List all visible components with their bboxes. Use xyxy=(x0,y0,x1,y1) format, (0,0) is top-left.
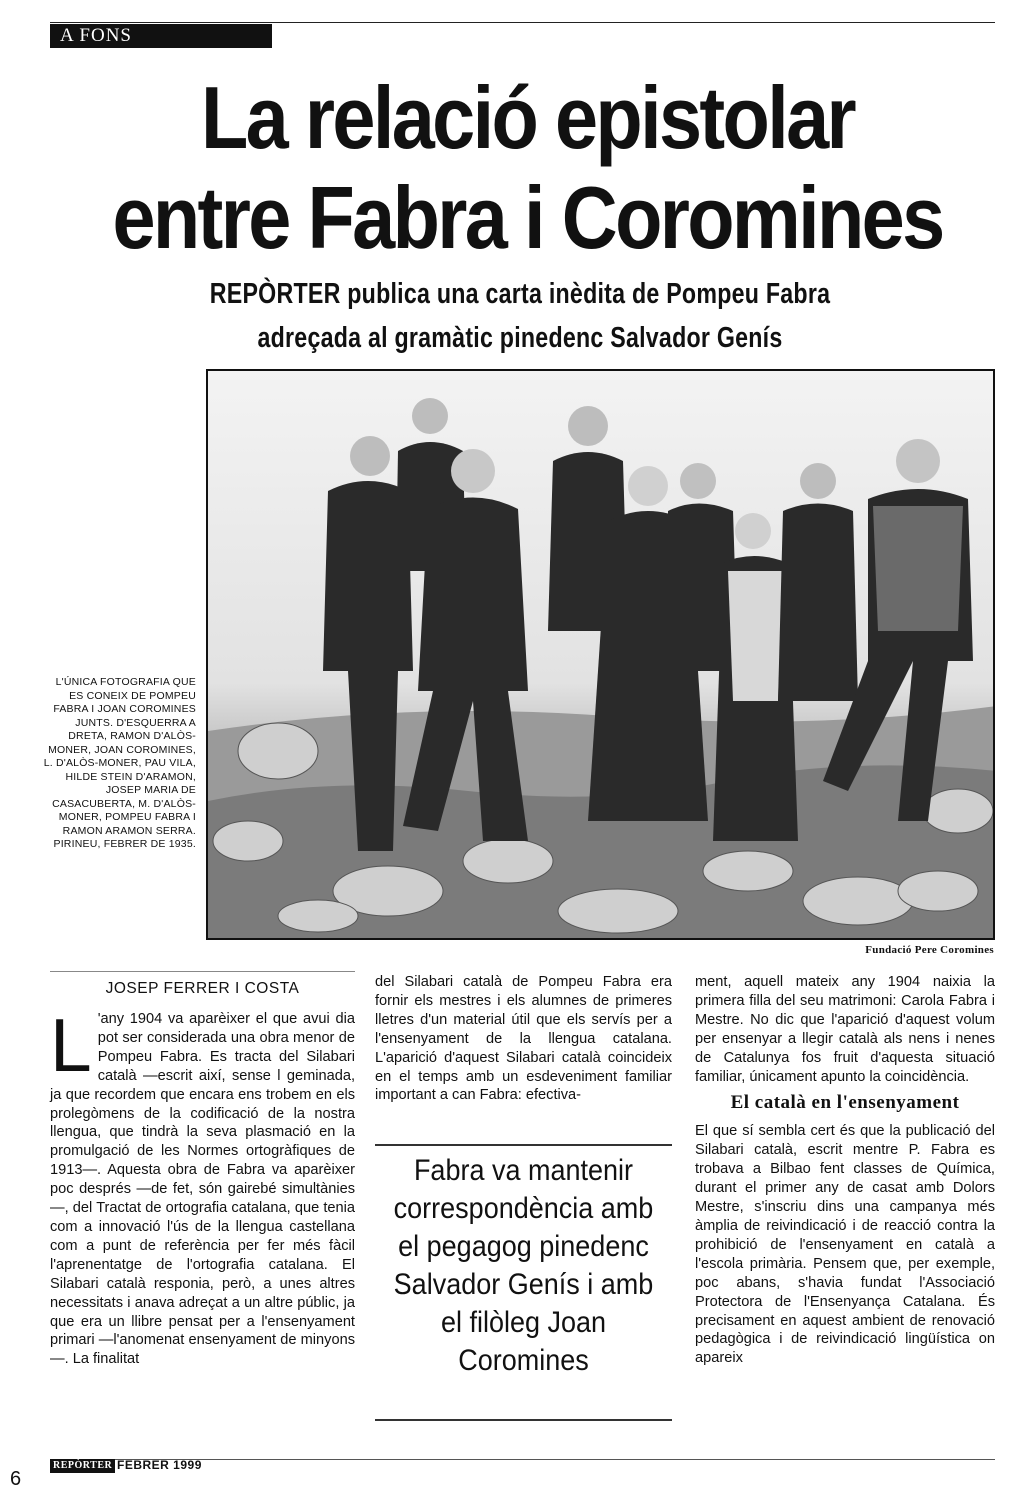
group-photo xyxy=(206,369,995,940)
article-column-3 xyxy=(695,973,995,1368)
pullquote-rule-top xyxy=(375,1144,672,1146)
article-column-1 xyxy=(50,1003,355,1369)
photo-caption: L'ÚNICA FOTOGRAFIA QUE ES CONEIX DE POMPEU FABRA I JOAN COROMINES JUNTS. D'ESQUERRA A DRETA, RAMON D'ALÒS-MONER, JOAN COROMINES, L. D'ALÒS-MONER, PAU VILA, HILDE STEIN D'ARAMON, JOSEP MARIA DE CASACUBERTA, M. D'ALÒS-MONER, POMPEU FABRA I RAMON ARAMON SERRA. PIRINEU, FEBRER DE 1935. xyxy=(43,676,196,850)
article-column-2 xyxy=(375,973,672,1105)
footer-date: FEBRER 1999 xyxy=(117,1458,202,1472)
article-paragraph-4: El que sí sembla cert és que la publicació del Silabari català, escrit mentre P. Fabra es trobava a Bilbao fent classes de Química, durant el primer any de casat amb Dolors Mestre, s'inscriu dins una campanya més àmplia de reivindicació i de reacció contra la prohibició de l'ensenyament en català a l'escola primària. Pensem que, per exemple, poc abans, s'havia fundat l'Associació Protectora de l'Ensenyança Catalana. És precisament en aquest ambient de renovació pedagògica i de reivindicació lingüística on apareix xyxy=(695,1123,995,1367)
subheadline xyxy=(184,272,856,360)
headline-line-2: entre Fabra i Coromines xyxy=(112,168,943,267)
column-rule xyxy=(50,971,355,972)
article-paragraph-1: 'any 1904 va aparèixer el que avui dia pot ser considerada una obra menor de Pompeu Fabra. Es tracta del Silabari català —escrit així, sense l geminada, ja que recordem que encara ens trobem en els prolegòmens de la codificació de la nostra llengua, que tindrà la seva plasmació en la promulgació de les Normes ortogràfiques de 1913—. Aquesta obra de Fabra va aparèixer poc després —de fet, són gairebé simultànies—, del Tractat de ortografia catalana, que tenia com a innovació l'ús de la llengua castellana com a punt de referència per fer més fàcil l'aprenentatge de l'ortografia catalana. El Silabari català responia, però, a unes altres necessitats i anava adreçat a un altre públic, ja que era un llibre pensat per a l'ensenyament primari —l'anomenat ensenyament de minyons—. La finalitat xyxy=(50,1011,355,1368)
headline-line-1: La relació epistolar xyxy=(200,68,855,167)
article-paragraph-3: ment, aquell mateix any 1904 naixia la primera filla del seu matrimoni: Carola Fabra i Mestre. No dic que l'aparició d'aquest volum per ensenyar a llegir català als nens i nenes de Catalunya fos fruit d'aquesta situació familiar, únicament apunto la coincidència. xyxy=(695,974,995,1085)
page-number: 6 xyxy=(10,1468,22,1490)
section-tag: A FONS xyxy=(50,24,272,48)
top-rule xyxy=(50,22,995,23)
group-photo-illustration xyxy=(208,371,995,940)
drop-cap: L xyxy=(50,1003,92,1087)
headline xyxy=(99,68,957,268)
photo-credit: Fundació Pere Coromines xyxy=(865,944,994,956)
subheadline-line-1: REPÒRTER publica una carta inèdita de Pompeu Fabra xyxy=(209,278,831,310)
footer-logo: REPÒRTER xyxy=(50,1459,115,1473)
byline: JOSEP FERRER I COSTA xyxy=(105,980,300,997)
subheadline-line-2: adreçada al gramàtic pinedenc Salvador Genís xyxy=(257,322,783,354)
pullquote: Fabra va mantenir correspondència amb el pegagog pinedenc Salvador Genís i amb el filòleg Joan Coromines xyxy=(393,1154,654,1377)
section-subtitle: El català en l'ensenyament xyxy=(730,1092,960,1114)
article-paragraph-2: del Silabari català de Pompeu Fabra era fornir els mestres i els alumnes de primeres lletres d'un material útil que els servís per a l'ensenyament de la llengua catalana. L'aparició d'aquest Silabari català coincideix en el temps amb un esdeveniment familiar important a can Fabra: efectiva- xyxy=(375,974,672,1104)
pullquote-rule-bottom xyxy=(375,1419,672,1421)
